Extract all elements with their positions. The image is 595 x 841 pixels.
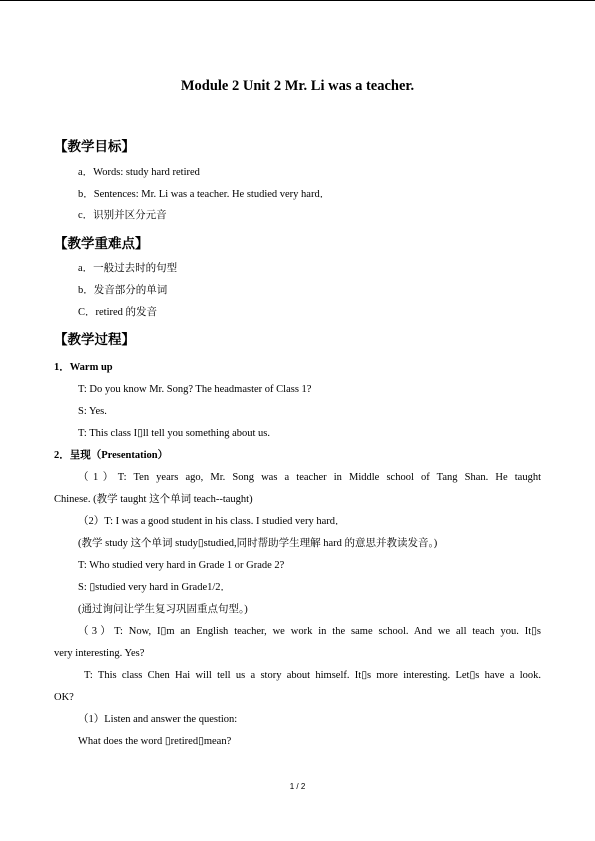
page-number: 1 / 2 xyxy=(289,782,306,791)
paragraph-line: Chinese. (教学 taught 这个单词 teach--taught) xyxy=(54,494,253,505)
dialogue-line: S: Yes. xyxy=(78,406,107,417)
page-top-border xyxy=(0,0,595,1)
section-heading-goals: 【教学目标】 xyxy=(54,139,135,155)
paragraph-line: very interesting. Yes? xyxy=(54,648,145,659)
dialogue-line: T: Do you know Mr. Song? The headmaster of Class 1? xyxy=(78,384,312,395)
page-title: Module 2 Unit 2 Mr. Li was a teacher. xyxy=(180,78,415,94)
section-heading-key-points: 【教学重难点】 xyxy=(54,236,149,252)
goal-item: b．Sentences: Mr. Li was a teacher. He studied very hard． xyxy=(78,189,331,200)
paragraph-line: （2）T: I was a good student in his class. I studied very hard． xyxy=(78,516,346,527)
key-point-item: C．retired 的发音 xyxy=(78,307,158,318)
paragraph-line: T: This class Chen Hai will tell us a story about himself. It▯s more interesting. Let▯s have a look. xyxy=(84,670,541,681)
goal-item: a．Words: study hard retired xyxy=(78,167,200,178)
paragraph-line: （3）T: Now, I▯m an English teacher, we work in the same school. And we all teach you. It▯s xyxy=(78,626,541,637)
step-heading-presentation: 2．呈现（Presentation） xyxy=(54,450,169,461)
step-heading-warm-up: 1．Warm up xyxy=(54,362,113,373)
dialogue-line: T: This class I▯ll tell you something about us. xyxy=(78,428,271,439)
paragraph-line: （1）Listen and answer the question: xyxy=(78,714,238,725)
paragraph-line: T: Who studied very hard in Grade 1 or Grade 2? xyxy=(78,560,285,571)
key-point-item: a．一般过去时的句型 xyxy=(78,263,178,274)
paragraph-line: OK? xyxy=(54,692,74,703)
paragraph-line: (通过询问让学生复习巩固重点句型。) xyxy=(78,604,248,615)
paragraph-line: (教学 study 这个单词 study▯studied,同时帮助学生理解 hard 的意思并教读发音。) xyxy=(78,538,438,549)
goal-item: c．识别并区分元音 xyxy=(78,210,167,221)
key-point-item: b．发音部分的单词 xyxy=(78,285,168,296)
paragraph-line: S: ▯studied very hard in Grade1/2． xyxy=(78,582,232,593)
section-heading-process: 【教学过程】 xyxy=(54,332,135,348)
paragraph-line: （1）T: Ten years ago, Mr. Song was a teacher in Middle school of Tang Shan. He taught xyxy=(78,472,541,483)
paragraph-line: What does the word ▯retired▯mean? xyxy=(78,736,232,747)
